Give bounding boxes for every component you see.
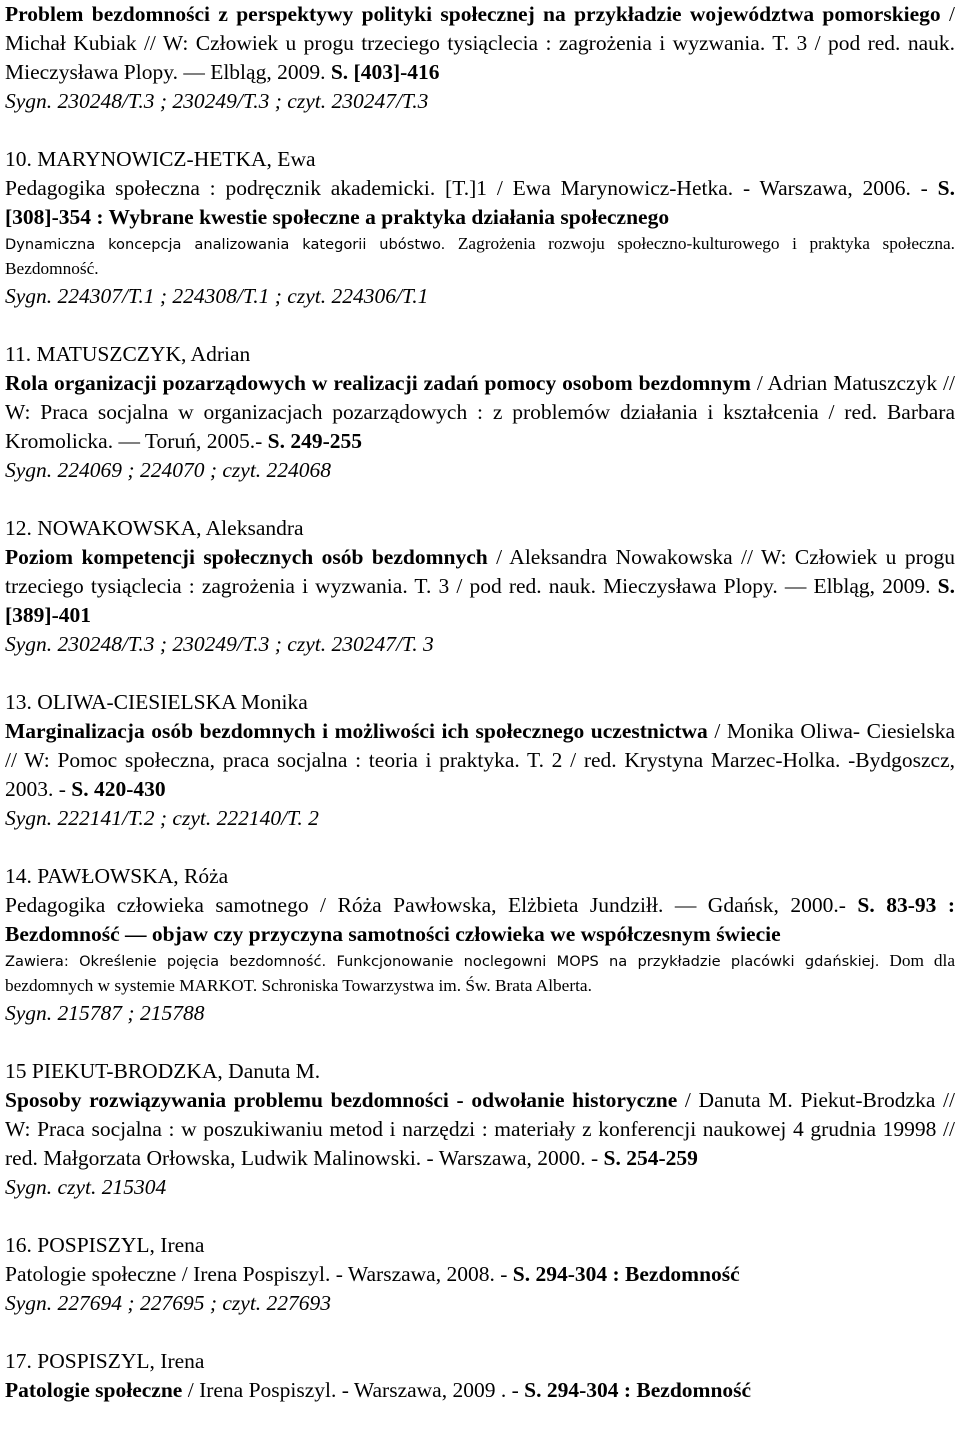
entry-kubiak <box>5 0 955 116</box>
entry-oliwa-ciesielska <box>5 688 955 833</box>
entry-body <box>5 174 955 232</box>
entry-heading: 13. OLIWA-CIESIELSKA Monika <box>5 690 308 714</box>
entry-sygn: Sygn. 227694 ; 227695 ; czyt. 227693 <box>5 1291 332 1315</box>
entry-note-serif: Dom dla bezdomnych w systemie MARKOT. Schroniska Towarzystwa im. Św. Brata Alberta. <box>5 951 955 995</box>
entry-responsibility: Patologie społeczne / Irena Pospiszyl. - Warszawa, 2008. - <box>5 1262 513 1286</box>
entry-marynowicz-hetka <box>5 145 955 311</box>
spacer <box>5 485 955 514</box>
entry-pospiszyl-2009 <box>5 1347 955 1405</box>
entry-sygn: Sygn. 224307/T.1 ; 224308/T.1 ; czyt. 224306/T.1 <box>5 284 429 308</box>
entry-sygn: Sygn. 222141/T.2 ; czyt. 222140/T. 2 <box>5 806 319 830</box>
entry-nowakowska <box>5 514 955 659</box>
entry-title: Sposoby rozwiązywania problemu bezdomności - odwołanie historyczne <box>5 1088 678 1112</box>
entry-responsibility: / Aleksandra Nowakowska // W: Człowiek u progu trzeciego tysiąclecia : zagrożenia i wyzwania. T. 3 / pod red. nauk. Mieczysława Plopy. — Elbląg, 2009. <box>5 545 955 598</box>
entry-body <box>5 1376 955 1405</box>
entry-pages: S. 420-430 <box>71 777 166 801</box>
entry-heading: 11. MATUSZCZYK, Adrian <box>5 342 251 366</box>
entry-sygn: Sygn. 230248/T.3 ; 230249/T.3 ; czyt. 230247/T. 3 <box>5 632 434 656</box>
entry-responsibility: Pedagogika społeczna : podręcznik akademicki. [T.]1 / Ewa Marynowicz-Hetka. - Warszawa, 2006. - <box>5 176 938 200</box>
spacer <box>5 1202 955 1231</box>
entry-sygn: Sygn. 215787 ; 215788 <box>5 1001 205 1025</box>
entry-pages: S. 294-304 : Bezdomność <box>512 1262 740 1286</box>
spacer <box>5 311 955 340</box>
entry-note <box>5 949 955 999</box>
entry-title: Rola organizacji pozarządowych w realizacji zadań pomocy osobom bezdomnym <box>5 371 751 395</box>
spacer <box>5 1318 955 1347</box>
entry-title: Poziom kompetencji społecznych osób bezdomnych <box>5 545 488 569</box>
entry-pages: S. 83-93 : Bezdomność — objaw czy przyczyna samotności człowieka we współczesnym świecie <box>5 893 955 946</box>
spacer <box>5 1028 955 1057</box>
entry-body <box>5 1260 955 1289</box>
entry-body <box>5 891 955 949</box>
entry-pages: S. [403]-416 <box>330 60 440 84</box>
entry-pages: S. 249-255 <box>267 429 363 453</box>
entry-body <box>5 717 955 804</box>
entry-pages: S. 254-259 <box>603 1146 698 1170</box>
entry-pawlowska <box>5 862 955 1028</box>
entry-responsibility: / Irena Pospiszyl. - Warszawa, 2009 . - <box>182 1378 525 1402</box>
entry-heading: 15 PIEKUT-BRODZKA, Danuta M. <box>5 1059 321 1083</box>
entry-title: Patologie społeczne <box>5 1378 183 1402</box>
entry-pages: S. [389]-401 <box>5 574 955 627</box>
entry-heading: 14. PAWŁOWSKA, Róża <box>5 864 229 888</box>
entry-responsibility: / Adrian Matuszczyk // W: Praca socjalna w organizacjach pozarządowych : z problemów działania i kształcenia / red. Barbara Kromolicka. — Toruń, 2005.- <box>5 371 955 453</box>
entry-title: Marginalizacja osób bezdomnych i możliwości ich społecznego uczestnictwa <box>5 719 708 743</box>
entry-piekut-brodzka <box>5 1057 955 1202</box>
entry-heading: 16. POSPISZYL, Irena <box>5 1233 205 1257</box>
entry-pages: S. 294-304 : Bezdomność <box>524 1378 752 1402</box>
entry-pages: S. [308]-354 : Wybrane kwestie społeczne a praktyka działania społecznego <box>5 176 955 229</box>
entry-sygn: Sygn. czyt. 215304 <box>5 1175 167 1199</box>
spacer <box>5 116 955 145</box>
entry-matuszczyk <box>5 340 955 485</box>
entry-heading: 17. POSPISZYL, Irena <box>5 1349 205 1373</box>
entry-responsibility: / Danuta M. Piekut-Brodzka // W: Praca socjalna : w poszukiwaniu metod i narzędzi : materiały z konferencji naukowej 4 grudnia 19998 // red. Małgorzata Orłowska, Ludwik Malinowski. - Warszawa, 2000. - <box>5 1088 955 1170</box>
entry-note-sans: Zawiera: Określenie pojęcia bezdomność. Funkcjonowanie noclegowni MOPS na przykładzie placówki gdańskiej. <box>5 953 880 970</box>
entry-body <box>5 0 955 87</box>
document-page <box>5 0 955 1405</box>
entry-heading: 12. NOWAKOWSKA, Aleksandra <box>5 516 304 540</box>
entry-body <box>5 1086 955 1173</box>
entry-title: Problem bezdomności z perspektywy polityki społecznej na przykładzie województwa pomorskiego <box>5 2 941 26</box>
entry-heading: 10. MARYNOWICZ-HETKA, Ewa <box>5 147 316 171</box>
entry-sygn: Sygn. 230248/T.3 ; 230249/T.3 ; czyt. 230247/T.3 <box>5 89 429 113</box>
entry-responsibility: / Monika Oliwa- Ciesielska // W: Pomoc społeczna, praca socjalna : teoria i praktyka. T. 2 / red. Krystyna Marzec-Holka. -Bydgoszcz, 2003. - <box>5 719 955 801</box>
entry-sygn: Sygn. 224069 ; 224070 ; czyt. 224068 <box>5 458 332 482</box>
entry-responsibility: Pedagogika człowieka samotnego / Róża Pawłowska, Elżbieta Jundziłł. — Gdańsk, 2000.- <box>5 893 858 917</box>
entry-body <box>5 543 955 630</box>
entry-note-serif: Zagrożenia rozwoju społeczno-kulturowego i praktyka społeczna. Bezdomność. <box>5 234 955 278</box>
entry-responsibility: Michał Kubiak // W: Człowiek u progu trzeciego tysiąclecia : zagrożenia i wyzwania. T. 3 / pod red. nauk. Mieczysława Plopy. — Elbląg, 2009. <box>5 31 955 84</box>
entry-note-sans: Dynamiczna koncepcja analizowania kategorii ubóstwo. <box>5 236 446 253</box>
entry-body <box>5 369 955 456</box>
spacer <box>5 833 955 862</box>
entry-note <box>5 232 955 282</box>
spacer <box>5 659 955 688</box>
entry-author-sep: / <box>940 2 955 26</box>
entry-pospiszyl-2008 <box>5 1231 955 1318</box>
